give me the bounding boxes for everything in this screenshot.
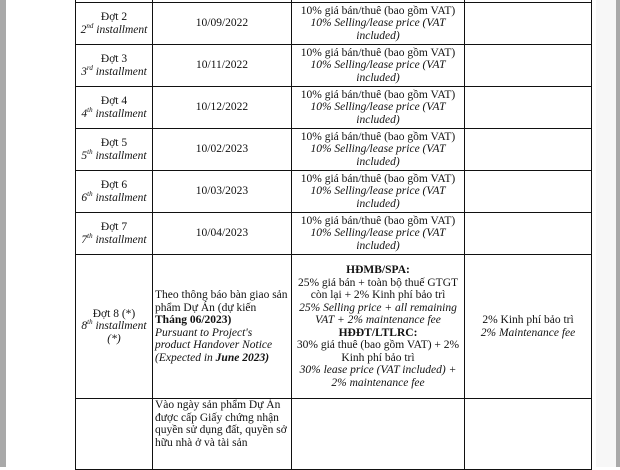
installment-cell [76, 87, 153, 129]
timing-vi: Theo thông báo bàn giao sản phẩm Dự Án (dự kiến Tháng 06/2023) [155, 289, 288, 326]
installment-label-vi: Đợt 7 [100, 221, 128, 233]
amount-en: 10% Selling/lease price (VAT included) [310, 17, 446, 42]
amount-vi: 10% giá bán/thuê (bao gồm VAT) [300, 130, 456, 143]
spa-amount-en: 25% Selling price + all remaining VAT + 2% maintenance fee [299, 301, 457, 326]
notes-vi: 2% Kinh phí bảo trì [482, 314, 574, 326]
amount-cell [292, 399, 465, 470]
amount-en: 10% Selling/lease price (VAT included) [310, 59, 446, 84]
installment-label-en: 5th installment [81, 147, 147, 162]
timing-en: Pursuant to Project's product Handover Notice (Expected in June 2023) [155, 326, 273, 364]
amount-en: 10% Selling/lease price (VAT included) [310, 101, 446, 126]
notes-cell [465, 129, 592, 171]
installment-label-vi: Đợt 8 (*) [92, 307, 136, 320]
installment-label-en: 6th installment [81, 189, 147, 204]
installment-label-vi: Đợt 6 [100, 179, 128, 191]
notes-cell [465, 171, 592, 213]
notes-cell [465, 399, 592, 470]
notes-cell [465, 87, 592, 129]
amount-vi: 10% giá bán/thuê (bao gồm VAT) [300, 172, 456, 185]
notes-cell [465, 45, 592, 87]
due-date-cell: 10/03/2023 [153, 171, 292, 213]
due-date-cell [153, 255, 292, 399]
amount-cell [292, 171, 465, 213]
amount-vi: 10% giá bán/thuê (bao gồm VAT) [300, 88, 456, 101]
lease-heading: HĐĐT/LTLRC: [338, 326, 418, 339]
installment-cell [76, 45, 153, 87]
amount-cell [292, 255, 465, 399]
table-row-installment-6 [76, 171, 592, 213]
amount-cell [292, 213, 465, 255]
installment-label-suffix: (*) [107, 332, 121, 345]
page-right-gutter [596, 0, 616, 467]
amount-en: 10% Selling/lease price (VAT included) [310, 143, 446, 168]
installment-label-en: 4th installment [81, 105, 147, 120]
table-row-installment-8 [76, 255, 592, 399]
scrollbar-track[interactable] [616, 0, 620, 467]
due-date-cell: 10/12/2022 [153, 87, 292, 129]
installment-label-vi: Đợt 2 [100, 11, 128, 23]
amount-cell [292, 129, 465, 171]
installment-cell [76, 129, 153, 171]
installment-label-en: 7th installment [81, 231, 147, 246]
table-row-installment-5 [76, 129, 592, 171]
page-left-edge [0, 0, 6, 467]
amount-cell [292, 3, 465, 45]
due-date-cell: 10/11/2022 [153, 45, 292, 87]
installment-label-en: 3rd installment [81, 63, 147, 78]
amount-en: 10% Selling/lease price (VAT included) [310, 185, 446, 210]
table-row-installment-9 [76, 399, 592, 470]
table-row-installment-3 [76, 45, 592, 87]
amount-cell [292, 45, 465, 87]
notes-cell [465, 213, 592, 255]
installment-label-en: 2nd installment [80, 21, 148, 36]
installment-cell [76, 213, 153, 255]
amount-vi: 10% giá bán/thuê (bao gồm VAT) [300, 4, 456, 17]
lease-amount-vi: 30% giá thuê (bao gồm VAT) + 2% Kinh phí bảo trì [296, 339, 460, 364]
installment-cell [76, 171, 153, 213]
installment-label-vi: Đợt 5 [100, 137, 128, 149]
installment-cell [76, 399, 153, 470]
installment-label-vi: Đợt 3 [100, 53, 128, 65]
amount-vi: 10% giá bán/thuê (bao gồm VAT) [300, 46, 456, 59]
amount-cell [292, 87, 465, 129]
table-row-installment-7 [76, 213, 592, 255]
lease-amount-en: 30% lease price (VAT included) + 2% maintenance fee [299, 364, 457, 389]
spa-heading: HĐMB/SPA: [346, 264, 410, 276]
notes-en: 2% Maintenance fee [480, 326, 576, 339]
table-row-installment-2 [76, 3, 592, 45]
due-date-cell: Vào ngày sản phẩm Dự Án được cấp Giấy chứng nhận quyền sử dụng đất, quyền sở hữu nhà ở và tài sản [153, 399, 292, 470]
spa-amount-vi: 25% giá bán + toàn bộ thuế GTGT còn lại + 2% Kinh phí bảo trì [297, 276, 459, 301]
installment-label-en: 8th installment [81, 318, 147, 333]
installment-label-vi: Đợt 4 [100, 95, 128, 107]
installment-cell [76, 255, 153, 399]
notes-cell [465, 3, 592, 45]
payment-schedule-table [75, 0, 592, 470]
due-date-cell: 10/09/2022 [153, 3, 292, 45]
installment-cell [76, 3, 153, 45]
due-date-cell: 10/02/2023 [153, 129, 292, 171]
notes-cell [465, 255, 592, 399]
amount-en: 10% Selling/lease price (VAT included) [310, 227, 446, 252]
due-date-cell: 10/04/2023 [153, 213, 292, 255]
table-row-installment-4 [76, 87, 592, 129]
amount-vi: 10% giá bán/thuê (bao gồm VAT) [300, 214, 456, 227]
